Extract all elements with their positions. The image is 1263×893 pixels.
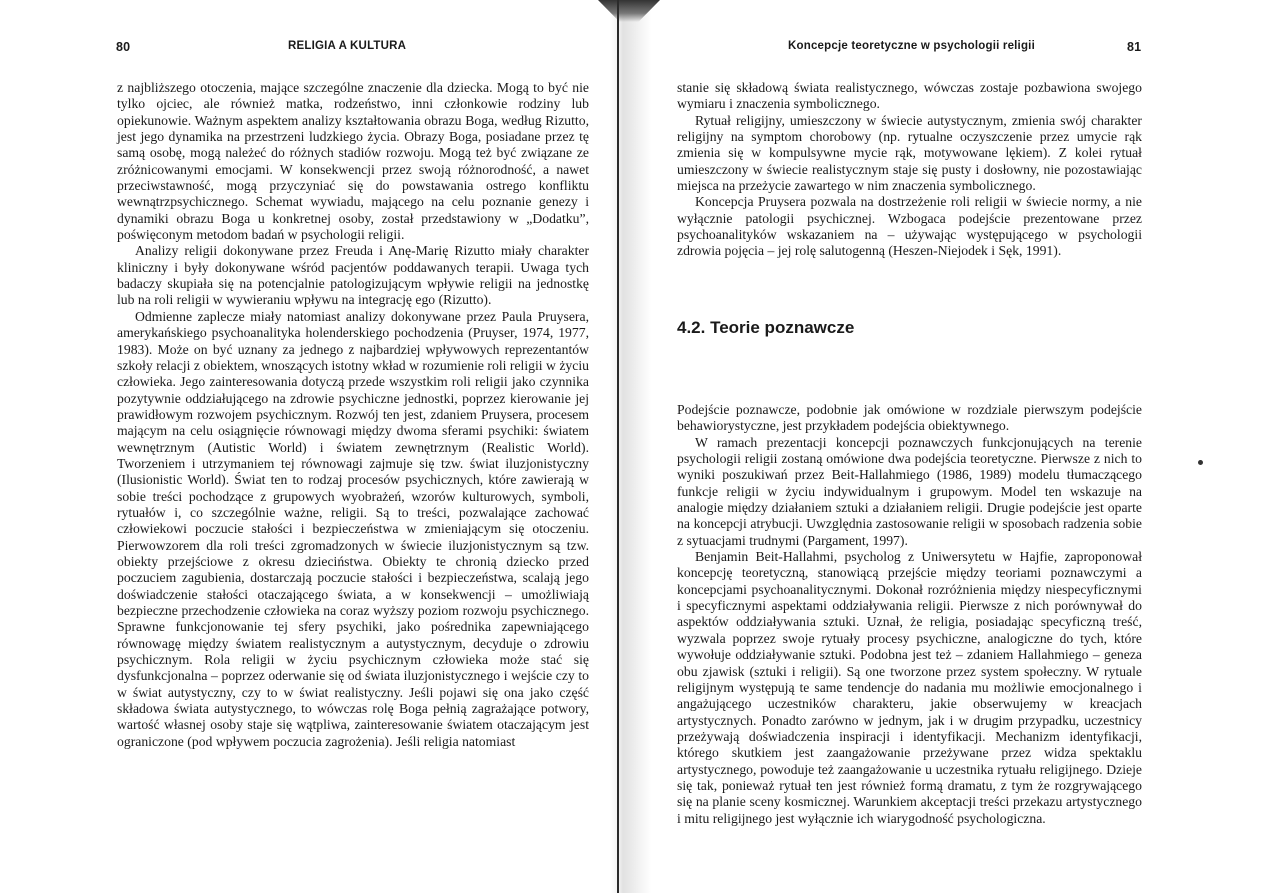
- paragraph: Analizy religii dokonywane przez Freuda i Anę-Marię Rizutto miały charakter kliniczny i były dokonywane wśród pacjentów poddawanych terapii. Uwaga tych badaczy skupiała się na potencjalnie patologizującym wpływie religii na jednostkę lub na roli religii w wywieraniu wpływu na integrację ego (Rizutto).: [117, 243, 589, 308]
- paragraph: Odmienne zaplecze miały natomiast analizy dokonywane przez Paula Pruysera, amerykańskiego psychoanalityka holenderskiego pochodzenia (Pruyser, 1974, 1977, 1983). Może on być uznany za jednego z najbardziej wpływowych reprezentantów szkoły relacji z obiektem, wnoszących istotny wkład w rozumienie roli religii w życiu człowieka. Jego zainteresowania dotyczą przede wszystkim roli religii jako czynnika pozytywnie oddziałującego na zdrowie psychiczne jednostki, poprzez kierowanie jej prawidłowym rozwojem psychicznym. Rozwój ten jest, zdaniem Pruysera, procesem mającym na celu osiągnięcie równowagi między dwoma sferami psychiki: światem wewnętrznym (Autistic World) i światem zewnętrznym (Realistic World). Tworzeniem i utrzymaniem tej równowagi zajmuje się tzw. świat iluzjonistyczny (Ilusionistic World). Świat ten to rodzaj procesów psychicznych, które zawierają w sobie treści pochodzące z grupowych wyobrażeń, wzorów kulturowych, symboli, rytuałów i, co szczególnie ważne, religii. Są to treści, pozwalające zachować człowiekowi poczucie stałości i bezpieczeństwa w zmieniającym się otoczeniu. Pierwowzorem dla roli treści zgromadzonych w świecie iluzjonistycznym są tzw. obiekty przejściowe z okresu dzieciństwa. Obiekty te chronią dziecko przed poczuciem zagubienia, dostarczają poczucie stałości i bezpieczeństwa, scalają jego doświadczenie stałości otaczającego świata, a w konsekwencji – umożliwiają bezpieczne przechodzenie człowieka na coraz wyższy poziom rozwoju psychicznego. Sprawne funkcjonowanie tej sfery psychiki, jako pośrednika zapewniającego równowagę między światem realistycznym a autystycznym, decyduje o zdrowiu psychicznym. Rola religii w życiu psychicznym człowieka może stać się dysfunkcjonalna – poprzez oderwanie się od świata iluzjonistycznego i wejście czy to w świat autystyczny, czy to w świat realistyczny. Jeśli pojawi się ona jako część składowa świata autystycznego, to wówczas rolę Boga pełnią zagrażające potwory, wartość własnej osoby staje się wątpliwa, zainteresowanie światem otaczającym jest ograniczone (pod wpływem poczucia zagrożenia). Jeśli religia natomiast: [117, 308, 589, 749]
- paragraph: z najbliższego otoczenia, mające szczególne znaczenie dla dziecka. Mogą to być nie tylko ojciec, ale również matka, rodzeństwo, inni członkowie rodziny lub opiekunowie. Ważnym aspektem analizy kształtowania obrazu Boga, według Rizutto, jest jego dynamika na przestrzeni ludzkiego życia. Obrazy Boga, posiadane przez tę samą osobę, mogą należeć do różnych stadiów rozwoju. Mogą też być związane ze zróżnicowanymi emocjami. W konsekwencji przez swoją różnorodność, a nawet przeciwstawność, mogą przyczyniać się do powstawania ostrego konfliktu wewnątrzpsychicznego. Schemat wywiadu, mającego na celu poznanie genezy i dynamiki obrazu Boga u konkretnej osoby, został przedstawiony w „Dodatku”, poświęconym metodom badań w psychologii religii.: [117, 80, 589, 243]
- margin-dot-mark: [1198, 460, 1203, 465]
- right-running-head: Koncepcje teoretyczne w psychologii religii: [788, 40, 1035, 52]
- right-page-number: 81: [1127, 40, 1142, 54]
- left-page: [0, 0, 618, 893]
- paragraph: stanie się składową świata realistycznego, wówczas zostaje pozbawiona swojego wymiaru i znaczenia symbolicznego.: [677, 80, 1142, 112]
- paragraph: Podejście poznawcze, podobnie jak omówione w rozdziale pierwszym podejście behawiorystyczne, jest przykładem podejścia obiektywnego.: [677, 402, 1142, 434]
- paragraph: Benjamin Beit-Hallahmi, psycholog z Uniwersytetu w Hajfie, zaproponował koncepcję teoretyczną, stanowiącą przejście między teoriami poznawczymi a koncepcjami psychoanalitycznymi. Dokonał rozróżnienia między niespecyficznymi i specyficznymi aspektami oddziaływania religii. Pierwsze z nich porównywał do aspektów oddziaływania sztuki. Uznał, że religia, posiadając specyficzną treść, wyzwala poprzez swoje rytuały procesy psychiczne, analogiczne do tych, które wywołuje oddziaływanie sztuki. Podobna jest też – zdaniem Hallahmiego – geneza obu zjawisk (sztuki i religii). Są one tworzone przez system społeczny. W rytuale religijnym występują te same tendencje do nadania mu możliwie emocjonalnego i angażującego uczestników charakteru, jakie obserwujemy w kreacjach artystycznych. Ponadto zarówno w jednym, jak i w drugim przypadku, uczestnicy przeżywają doświadczenia inspiracji i identyfikacji. Mechanizm identyfikacji, którego skutkiem jest zaangażowanie przeżywane przez widza spektaklu artystycznego, powoduje też zaangażowanie u uczestnika rytuału religijnego. Dzieje się tak, ponieważ rytuał ten jest również formą dramatu, z tym że rozgrywającego się na planie sceny kosmicznej. Warunkiem akceptacji treści przekazu artystycznego i mitu religijnego jest wyłącznie ich wiarygodność psychologiczna.: [677, 549, 1142, 826]
- paragraph: Rytuał religijny, umieszczony w świecie autystycznym, zmienia swój charakter religijny na symptom chorobowy (np. rytualne oczyszczenie przez umycie rąk zmienia się w kompulsywne mycie rąk, motywowane lękiem). Z kolei rytuał umieszczony w świecie realistycznym staje się pusty i dosłowny, nie pozostawiając miejsca na przeżycie zawartego w nim znaczenia symbolicznego.: [677, 112, 1142, 194]
- right-page: [620, 0, 1263, 893]
- section-heading: 4.2. Teorie poznawcze: [677, 318, 855, 337]
- right-body-text-top: [677, 80, 1142, 260]
- page-divider: [617, 0, 619, 893]
- left-running-head: RELIGIA A KULTURA: [288, 40, 407, 52]
- paragraph: Koncepcja Pruysera pozwala na dostrzeżenie roli religii w świecie normy, a nie wyłącznie patologii psychicznej. Wzbogaca podejście prezentowane przez psychoanalityków wskazaniem na – używając występującego w psychologii zdrowia pojęcia – jej rolę salutogenną (Heszen-Niejodek i Sęk, 1991).: [677, 194, 1142, 259]
- right-body-text-bottom: [677, 402, 1142, 827]
- left-page-number: 80: [116, 40, 131, 54]
- left-body-text: [117, 80, 589, 750]
- paragraph: W ramach prezentacji koncepcji poznawczych funkcjonujących na terenie psychologii religii zostaną omówione dwa podejścia teoretyczne. Pierwsze z nich to wyniki poszukiwań przez Beit-Hallahmiego (1986, 1989) modelu tłumaczącego funkcje religii w życiu indywidualnym i grupowym. Model ten wskazuje na analogie między działaniem sztuki a działaniem religii. Drugie podejście jest oparte na koncepcji atrybucji. Uwzględnia zastosowanie religii w sposobach radzenia sobie z sytuacjami trudnymi (Pargament, 1997).: [677, 434, 1142, 548]
